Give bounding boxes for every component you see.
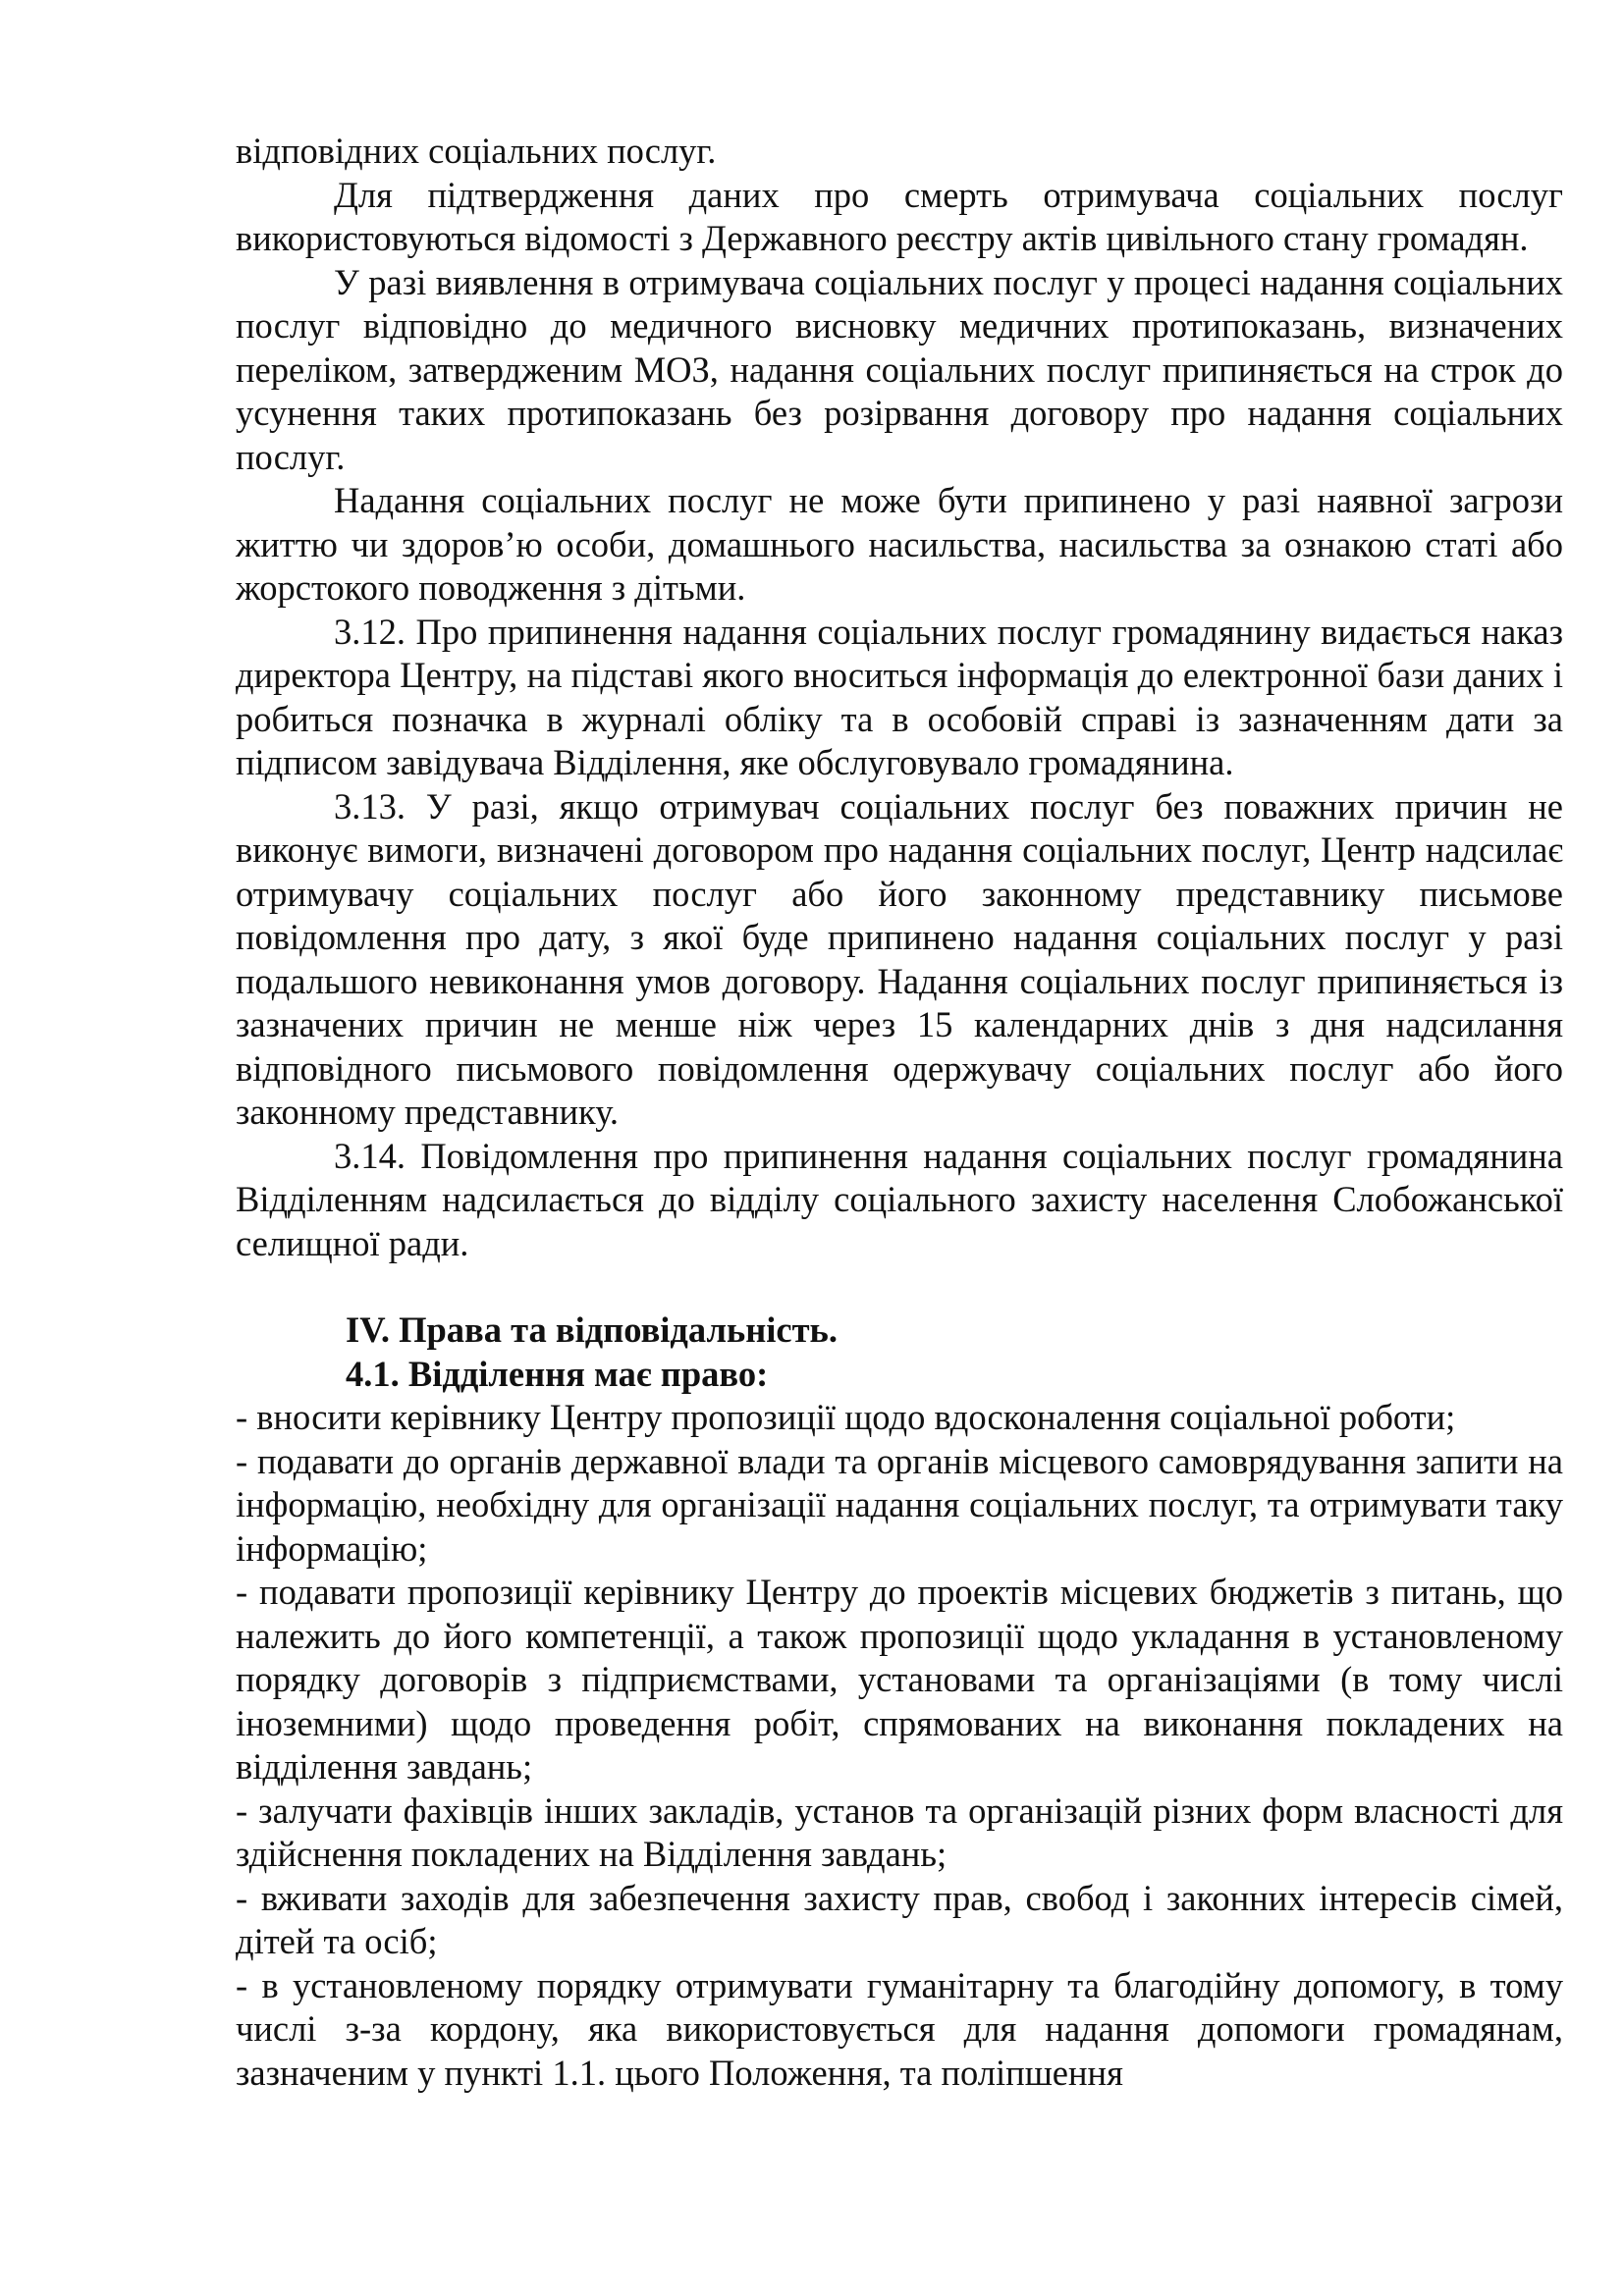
- section-heading: IV. Права та відповідальність.: [346, 1309, 838, 1350]
- paragraph-cannot-terminate: Надання соціальних послуг не може бути припинено у разі наявної загрози життю чи здоров’ю особи, домашнього насильства, насильства за ознакою статі або жорстокого поводження з дітьми.: [236, 480, 1563, 608]
- rights-item: - в установленому порядку отримувати гуманітарну та благодійну допомогу, в тому числі з-за кордону, яка використовується для надання допомоги громадянам, зазначеним у пункті 1.1. цього Положення, та поліпшення: [236, 1964, 1563, 2093]
- rights-item: - подавати пропозиції керівнику Центру до проектів місцевих бюджетів з питань, що належить до його компетенції, а також пропозиції щодо укладання в установленому порядку договорів з підприємствами, установами та організаціями (в тому числі іноземними) щодо проведення робіт, спрямованих на виконання покладених на відділення завдань;: [236, 1572, 1563, 1787]
- rights-item: - залучати фахівців інших закладів, установ та організацій різних форм власності для здійснення покладених на Відділення завдань;: [236, 1789, 1563, 1874]
- rights-item: - вносити керівнику Центру пропозиції щодо вдосконалення соціальної роботи;: [236, 1397, 1456, 1437]
- paragraph-death-confirmation: Для підтвердження даних про смерть отримувача соціальних послуг використовуються відомості з Державного реєстру актів цивільного стану громадян.: [236, 174, 1563, 258]
- subsection-heading: 4.1. Відділення має право:: [346, 1353, 769, 1394]
- paragraph-continuation: відповідних соціальних послуг.: [236, 131, 717, 171]
- rights-item: - вживати заходів для забезпечення захисту прав, свобод і законних інтересів сімей, дітей та осіб;: [236, 1877, 1563, 1961]
- paragraph-medical-contraindications: У разі виявлення в отримувача соціальних послуг у процесі надання соціальних послуг відповідно до медичного висновку медичних протипоказань, визначених переліком, затвердженим МОЗ, надання соціальних послуг припиняється на строк до усунення таких протипоказань без розірвання договору про надання соціальних послуг.: [236, 261, 1563, 477]
- section-gap: [236, 1265, 1563, 1308]
- document-page: [236, 130, 1563, 2095]
- paragraph-3-14: 3.14. Повідомлення про припинення надання соціальних послуг громадянина Відділенням надсилається до відділу соціального захисту населення Слобожанської селищної ради.: [236, 1135, 1563, 1263]
- paragraph-3-13: 3.13. У разі, якщо отримувач соціальних послуг без поважних причин не виконує вимоги, визначені договором про надання соціальних послуг, Центр надсилає отримувачу соціальних послуг або його законному представнику письмове повідомлення про дату, з якої буде припинено надання соціальних послуг у разі подальшого невиконання умов договору. Надання соціальних послуг припиняється із зазначених причин не менше ніж через 15 календарних днів з дня надсилання відповідного письмового повідомлення одержувачу соціальних послуг або його законному представнику.: [236, 785, 1563, 1132]
- paragraph-3-12: 3.12. Про припинення надання соціальних послуг громадянину видається наказ директора Центру, на підставі якого вноситься інформація до електронної бази даних і робиться позначка в журналі обліку та в особовій справі із зазначенням дати за підписом завідувача Відділення, яке обслуговувало громадянина.: [236, 611, 1563, 782]
- rights-item: - подавати до органів державної влади та органів місцевого самоврядування запити на інформацію, необхідну для організації надання соціальних послуг, та отримувати таку інформацію;: [236, 1440, 1563, 1569]
